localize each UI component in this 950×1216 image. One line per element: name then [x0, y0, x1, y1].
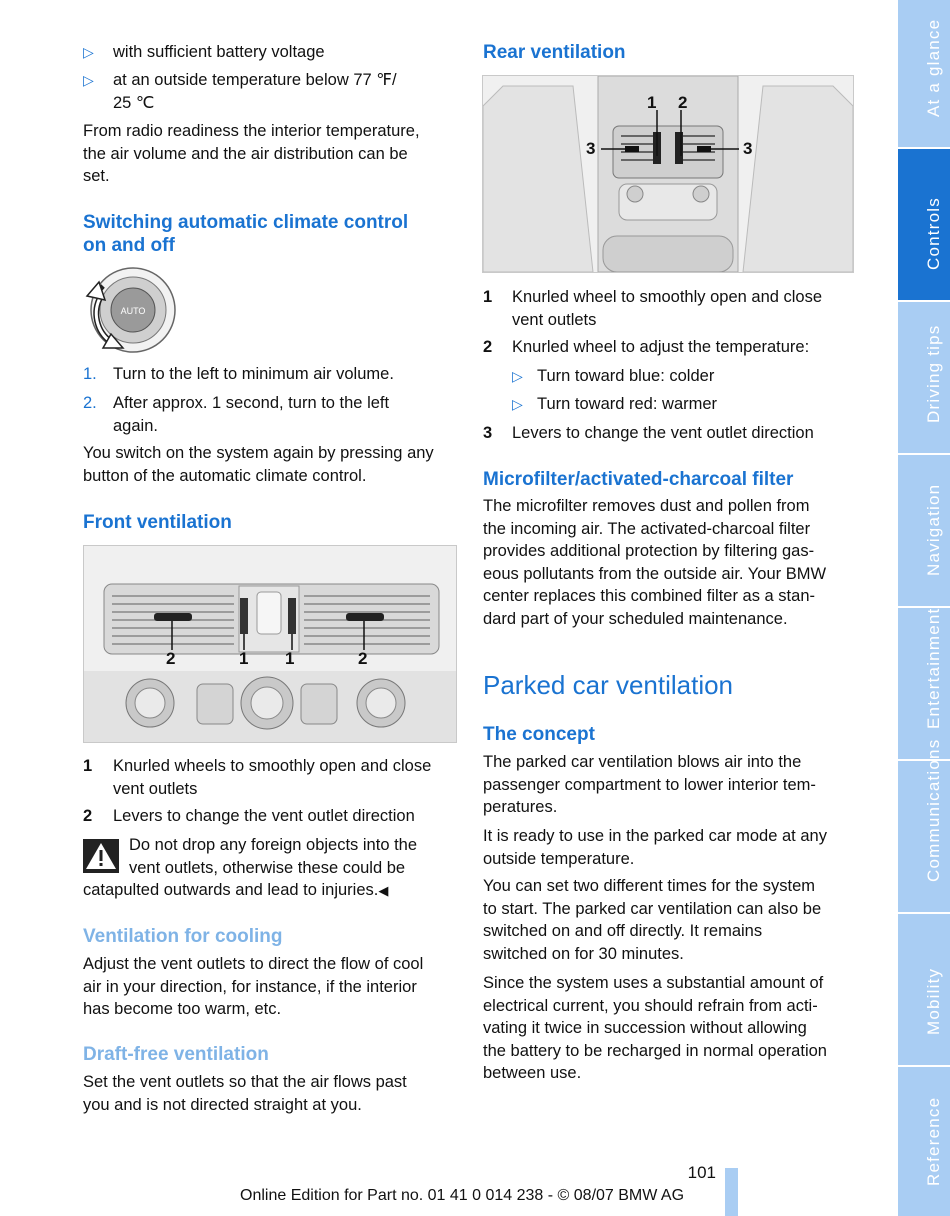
heading-front-ventilation: Front ventilation	[83, 512, 232, 533]
tab-mobility[interactable]	[898, 914, 950, 1065]
tab-entertainment[interactable]	[898, 608, 950, 759]
paragraph-draft: Set the vent outlets so that the air flows past you and is not directed straight at you.	[83, 1073, 407, 1114]
step-text-cont: again.	[113, 416, 158, 435]
triangle-bullet-icon: ▷	[512, 396, 523, 412]
figure-label: 1	[239, 649, 249, 668]
heading-microfilter: Microfilter/activated-charcoal filter	[483, 469, 794, 490]
tab-label: Driving tips	[924, 324, 943, 423]
paragraph-concept-3: You can set two different times for the system to start. The parked car ventilation can also be switched on and off directly. It remains switched on for 30 minutes.	[483, 877, 822, 963]
legend-text-cont: vent outlets	[113, 779, 198, 798]
legend-text: Levers to change the vent outlet direction	[512, 424, 814, 442]
tab-label: At a glance	[924, 18, 943, 117]
paragraph-radio: From radio readiness the interior temperature, the air volume and the air distribution can be set.	[83, 122, 420, 186]
sub-bullet: ▷ Turn toward blue: colder	[512, 367, 715, 385]
figure-label: 1	[647, 93, 657, 112]
paragraph-concept-1: The parked car ventilation blows air into the passenger compartment to lower interior tem- peratures.	[483, 753, 816, 817]
heading-draft-free: Draft-free ventilation	[83, 1044, 269, 1065]
rear-vent-drawing	[483, 76, 853, 272]
paragraph-concept-2: It is ready to use in the parked car mode at any outside temperature.	[483, 827, 827, 868]
step-number: 1.	[83, 365, 97, 383]
tab-controls[interactable]	[898, 149, 950, 300]
paragraph-microfilter: The microfilter removes dust and pollen from the incoming air. The activated-charcoal filter provides additional protection by filtering gas- eous pollutants from the outside air. Your BMW center replaces this combined filter as a stan- dard part of your scheduled maintenance.	[483, 497, 827, 628]
front-ventilation-figure	[83, 545, 457, 743]
tab-at-a-glance[interactable]	[898, 0, 950, 147]
legend-number: 2	[483, 338, 493, 356]
step-number: 2.	[83, 394, 97, 412]
triangle-bullet-icon: ▷	[83, 72, 94, 88]
bullet-item	[83, 41, 325, 64]
paragraph-concept-4: Since the system uses a substantial amount of electrical current, you should refrain from acti- vating it twice in succession without allowing the battery to be recharged in normal operation between use.	[483, 974, 827, 1083]
tab-navigation[interactable]	[898, 455, 950, 606]
bullet-text-cont: 25 ℃	[113, 93, 155, 112]
heading-rear-ventilation: Rear ventilation	[483, 42, 626, 63]
step-text: Turn to the left to minimum air volume.	[113, 365, 394, 383]
triangle-bullet-icon: ▷	[83, 44, 94, 60]
heading-the-concept: The concept	[483, 724, 595, 745]
bullet-text: with sufficient battery voltage	[113, 43, 325, 61]
warning-icon	[83, 839, 119, 873]
end-marker-icon: ◀	[378, 883, 389, 899]
figure-label: 2	[358, 649, 368, 668]
tab-label: Navigation	[924, 483, 943, 576]
legend-text: Knurled wheel to adjust the temperature:	[512, 338, 810, 356]
heading-switching: Switching automatic climate control on and off	[83, 212, 409, 256]
tab-label: Reference	[924, 1096, 943, 1186]
legend-text: Knurled wheel to smoothly open and close	[512, 288, 823, 306]
tab-communications[interactable]	[898, 738, 950, 912]
figure-label: 3	[743, 139, 753, 158]
sub-bullet: ▷ Turn toward red: warmer	[512, 395, 718, 413]
legend-text: Knurled wheels to smoothly open and close	[113, 757, 432, 775]
legend-number: 1	[483, 288, 493, 306]
figure-label: 3	[586, 139, 596, 158]
tab-label: Controls	[924, 197, 943, 270]
bullet-item	[83, 69, 397, 112]
legend-number: 2	[83, 807, 93, 825]
figure-label: 2	[678, 93, 688, 112]
tab-label: Mobility	[924, 967, 943, 1035]
bullet-text: at an outside temperature below 77 ℉/	[113, 71, 397, 89]
auto-knob-illustration	[83, 266, 178, 356]
tab-reference[interactable]	[898, 1067, 950, 1216]
legend-number: 1	[83, 757, 93, 775]
figure-label: 1	[285, 649, 295, 668]
tab-driving-tips[interactable]	[898, 302, 950, 453]
paragraph-cooling: Adjust the vent outlets to direct the flow of cool air in your direction, for instance, if the interior has become too warm, etc.	[83, 955, 424, 1019]
paragraph-switch-again: You switch on the system again by pressing any button of the automatic climate control.	[83, 444, 434, 485]
legend-text-cont: vent outlets	[512, 310, 597, 329]
page-number: 101	[687, 1163, 716, 1182]
step-text: After approx. 1 second, turn to the left	[113, 394, 390, 412]
front-vent-drawing	[84, 546, 456, 742]
legend-number: 3	[483, 424, 493, 442]
rear-ventilation-figure	[482, 75, 854, 273]
heading-ventilation-cooling: Ventilation for cooling	[83, 926, 283, 947]
page-number-bar	[725, 1168, 738, 1216]
triangle-bullet-icon: ▷	[512, 368, 523, 384]
tab-label: Communications	[924, 738, 943, 882]
edition-footer: Online Edition for Part no. 01 41 0 014 238 - © 08/07 BMW AG	[240, 1187, 685, 1204]
figure-label: 2	[166, 649, 176, 668]
heading-parked-car-ventilation: Parked car ventilation	[483, 670, 734, 700]
svg-text:AUTO: AUTO	[120, 306, 146, 316]
tab-label: Entertainment	[924, 607, 943, 729]
legend-text: Levers to change the vent outlet direction	[113, 807, 415, 825]
